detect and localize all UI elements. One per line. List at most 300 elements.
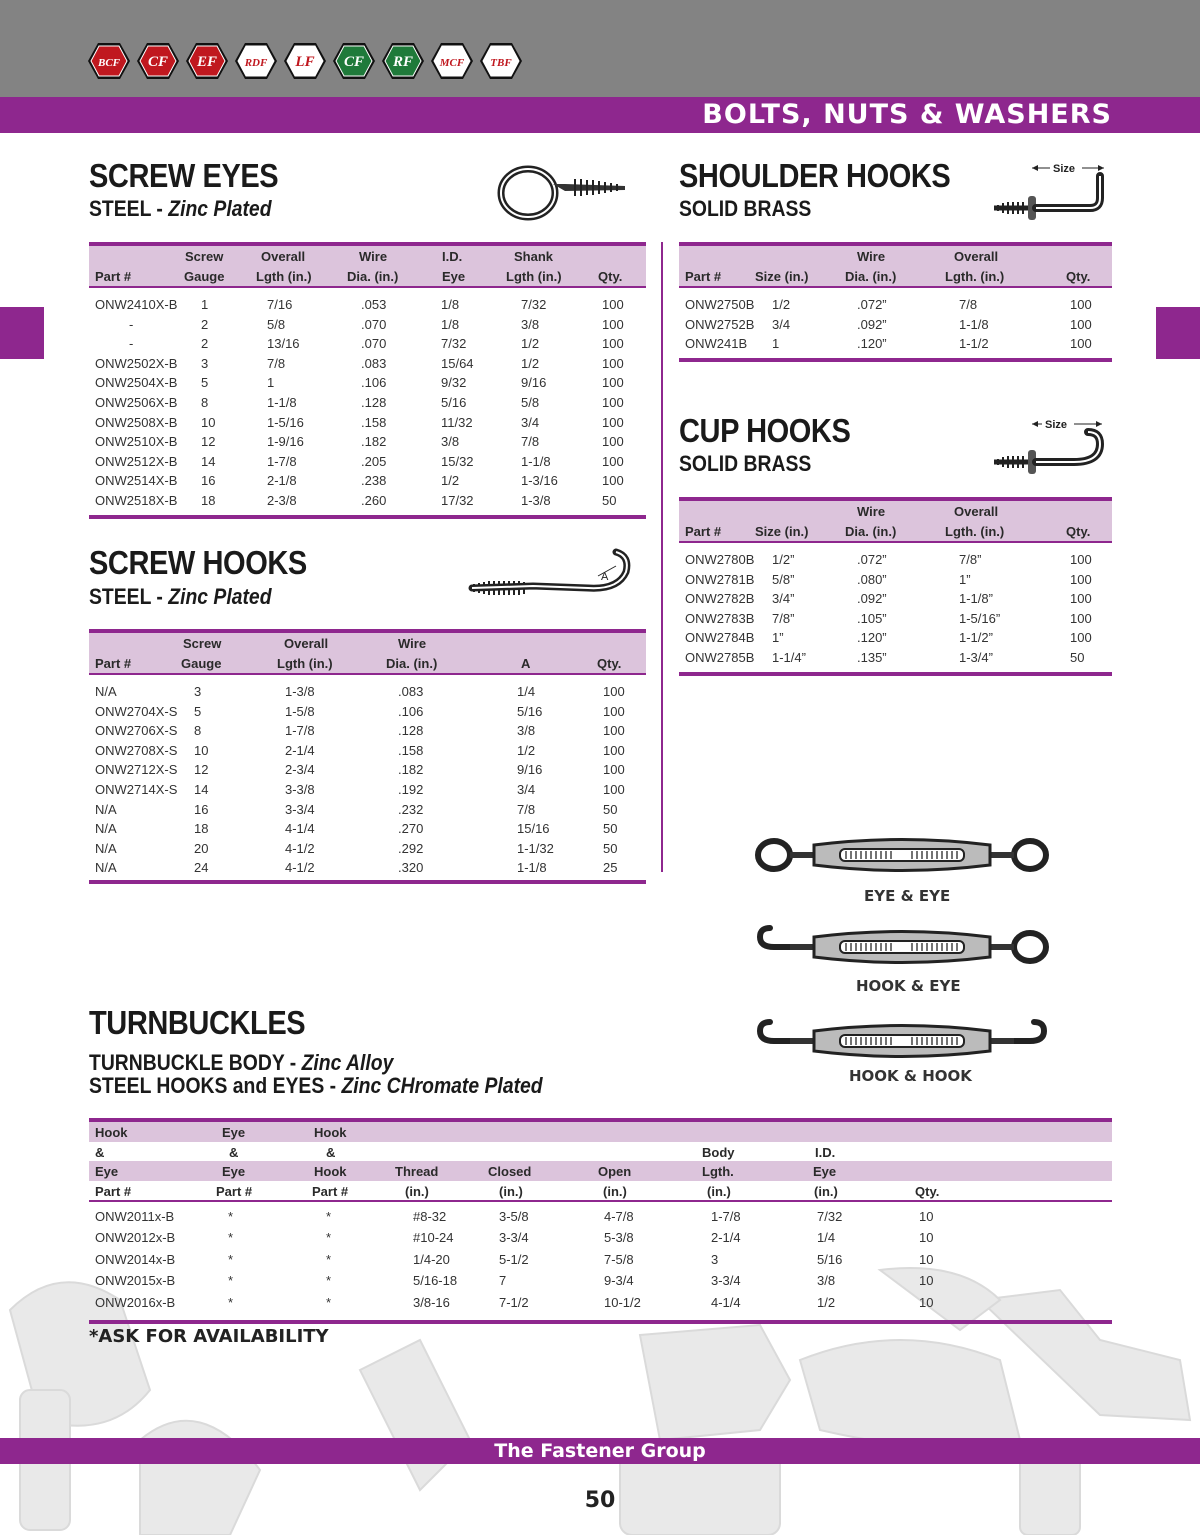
eye-eye-caption: EYE & EYE (864, 887, 951, 905)
table-row (89, 1293, 1112, 1314)
ef-logo-icon (184, 40, 230, 82)
table-cell: 1-1/2” (959, 630, 993, 646)
table-row (89, 393, 646, 413)
table-cell: ONW2785B (685, 649, 755, 665)
table-cell: 10 (194, 742, 209, 758)
table-cell: 7/32 (521, 297, 547, 312)
table-cell: .182 (361, 434, 387, 450)
table-cell: 1/4 (817, 1230, 836, 1246)
table-cell: .292 (398, 840, 424, 856)
screw-eyes-material: STEEL - Zinc Plated (89, 196, 272, 221)
turnbuckles-table: Hook Eye Hook & & & Body I.D. Eye Eye Hook Thread Closed Open Lgth. Eye Part # Part # Part # (in.) (in.) (in.) (in.) (in.) Qty. ONW2011x-B * * #8-32 3-5/8 4-7/8 1-7/8 7/32 10 ONW2012x-B * * #10-24 3-3/4 5-3/8 2-1/4 1/4 10 ONW2014x-B * * 1/4-20 5-1/2 7-5/8 3 5/16 10 ONW2015x-B * * 5/16-18 7 9-3/4 3-3/4 3/8 10 ONW2016x-B * * 3/8-16 7-1/2 10-1/2 4-1/4 1/2 10 (89, 1118, 1112, 1324)
table-cell: 3 (201, 355, 209, 371)
table-cell: 1-7/8 (285, 723, 315, 739)
table-cell: * (326, 1209, 332, 1224)
table-row (89, 295, 646, 315)
table-cell: ONW2784B (685, 630, 755, 646)
table-cell: 7/8 (521, 434, 540, 450)
table-cell: 50 (602, 492, 617, 508)
cf-green-logo-icon (331, 40, 377, 82)
table-cell: .106 (361, 375, 387, 391)
table-cell: 5/16 (817, 1251, 843, 1267)
table-cell: 4-1/4 (711, 1294, 741, 1310)
table-cell: 9-3/4 (604, 1273, 634, 1289)
svg-text:BCF: BCF (97, 57, 121, 69)
table-row (89, 780, 646, 800)
table-cell: 2-1/4 (285, 742, 315, 758)
table-cell: .135” (857, 649, 887, 665)
table-cell: .070 (361, 336, 387, 352)
table-cell: 7/8” (772, 610, 795, 626)
category-title: BOLTS, NUTS & WASHERS (702, 99, 1112, 130)
table-cell: * (228, 1273, 234, 1289)
cup-hooks-material: SOLID BRASS (679, 451, 812, 476)
table-cell: #8-32 (413, 1209, 447, 1224)
shoulder-hook-icon (992, 158, 1112, 228)
table-cell: 5-1/2 (499, 1251, 529, 1267)
hook-hook-caption: HOOK & HOOK (849, 1067, 972, 1085)
table-cell: 2-1/4 (711, 1230, 741, 1246)
table-cell: 100 (603, 723, 625, 739)
table-cell: 100 (602, 473, 624, 489)
table-cell: 1-1/8” (959, 591, 993, 607)
table-cell: .320 (398, 860, 424, 876)
table-cell: 100 (1070, 552, 1092, 567)
table-cell: ONW2015x-B (95, 1273, 176, 1289)
table-cell: 100 (602, 355, 624, 371)
table-cell: * (326, 1230, 332, 1246)
table-cell: .120” (857, 336, 887, 352)
table-cell: 1/2 (517, 742, 536, 758)
rf-logo-icon (380, 40, 426, 82)
table-cell: 100 (602, 297, 624, 312)
svg-text:CF: CF (343, 54, 365, 70)
category-band (0, 97, 1200, 133)
table-cell: 5/8 (521, 394, 540, 410)
svg-text:Size: Size (1053, 163, 1076, 175)
svg-text:EF: EF (196, 54, 218, 70)
table-cell: 18 (201, 492, 216, 508)
table-cell: 10 (919, 1251, 934, 1267)
table-cell: 100 (1070, 571, 1092, 587)
table-row (89, 315, 646, 335)
table-cell: 3-3/4 (711, 1273, 741, 1289)
table-row (679, 334, 1112, 354)
table-cell: 3/8 (517, 723, 536, 739)
table-cell: 5/16-18 (413, 1273, 458, 1289)
table-cell: 1/2 (772, 297, 791, 312)
table-cell: 1/8 (441, 297, 460, 312)
table-cell: #10-24 (413, 1230, 454, 1246)
table-cell: ONW2514X-B (95, 473, 178, 489)
footer-band (0, 1438, 1200, 1464)
table-cell: 10 (919, 1273, 934, 1289)
table-row (89, 800, 646, 820)
table-cell: * (228, 1230, 234, 1246)
company-name: The Fastener Group (494, 1440, 706, 1462)
table-cell: * (228, 1251, 234, 1267)
table-cell: 10-1/2 (604, 1294, 641, 1310)
table-row (89, 1250, 1112, 1271)
table-cell: 100 (602, 336, 624, 352)
table-cell: 50 (603, 801, 618, 817)
table-cell: ONW2410X-B (95, 297, 178, 312)
table-cell: * (326, 1273, 332, 1289)
table-cell: 14 (201, 453, 216, 469)
table-row (89, 839, 646, 859)
column-divider (661, 242, 663, 872)
bcf-logo-icon (86, 40, 132, 82)
table-cell: ONW2016x-B (95, 1294, 176, 1310)
table-cell: 100 (602, 453, 624, 469)
turnbuckle-body-material: TURNBUCKLE BODY - Zinc Alloy (89, 1050, 394, 1075)
table-cell: ONW2708X-S (95, 742, 178, 758)
table-cell: 1-1/4” (772, 649, 806, 665)
table-cell: 1/2” (772, 552, 795, 567)
table-cell: .182 (398, 762, 424, 778)
table-cell: 3/4 (521, 414, 540, 430)
table-cell: ONW2012x-B (95, 1230, 176, 1246)
table-cell: 3/8 (521, 316, 540, 332)
table-cell: 7 (499, 1273, 507, 1289)
svg-text:TBF: TBF (490, 57, 512, 69)
table-cell: 3/8-16 (413, 1294, 450, 1310)
table-cell: ONW2782B (685, 591, 755, 607)
table-cell: 1/8 (441, 316, 460, 332)
table-cell: 5 (201, 375, 209, 391)
table-cell: 15/16 (517, 821, 550, 837)
table-cell: .260 (361, 492, 387, 508)
table-cell: 4-1/2 (285, 860, 315, 876)
table-cell: 1-1/8 (517, 860, 547, 876)
table-cell: 2-1/8 (267, 473, 297, 489)
table-cell: .120” (857, 630, 887, 646)
table-row (89, 1228, 1112, 1249)
table-cell: 5/8 (267, 316, 286, 332)
table-cell: 3 (194, 684, 202, 699)
table-cell: 4-1/2 (285, 840, 315, 856)
svg-text:Size: Size (1045, 419, 1068, 431)
table-cell: 100 (1070, 316, 1092, 332)
table-cell: 1 (267, 375, 275, 391)
table-cell: 50 (1070, 649, 1085, 665)
table-cell: 1/2 (441, 473, 460, 489)
table-cell: 1-3/8 (521, 492, 551, 508)
table-cell: ONW2781B (685, 571, 755, 587)
table-cell: 15/32 (441, 453, 474, 469)
hook-eye-caption: HOOK & EYE (856, 977, 961, 995)
table-cell: 9/16 (521, 375, 547, 391)
tbf-logo-icon (478, 40, 524, 82)
table-cell: 16 (194, 801, 209, 817)
table-row (89, 452, 646, 472)
table-row (679, 315, 1112, 335)
table-row (89, 741, 646, 761)
table-cell: ONW2704X-S (95, 703, 178, 719)
table-row (89, 1207, 1112, 1228)
shoulder-hooks-table: Wire Overall Part # Size (in.) Dia. (in.) Lgth. (in.) Qty. ONW2750B 1/2 .072” 7/8 100 ONW2752B 3/4 .092” 1-1/8 100 ONW241B 1 .120” 1-1/2 100 (679, 242, 1112, 362)
table-cell: 17/32 (441, 492, 474, 508)
turnbuckles-title: TURNBUCKLES (89, 1004, 306, 1041)
table-cell: 3-3/8 (285, 781, 315, 797)
table-cell: 3-5/8 (499, 1209, 529, 1224)
table-row (89, 1271, 1112, 1292)
table-cell: 100 (1070, 591, 1092, 607)
table-cell: 7-5/8 (604, 1251, 634, 1267)
svg-text:CF: CF (147, 54, 169, 70)
table-cell: 7/8 (267, 355, 286, 371)
table-cell: 100 (602, 316, 624, 332)
table-cell: 1-3/8 (285, 684, 315, 699)
table-cell: 7/32 (817, 1209, 843, 1224)
page-number: 50 (584, 1488, 616, 1513)
table-cell: 7/8” (959, 552, 982, 567)
table-cell: N/A (95, 684, 117, 699)
table-cell: 12 (201, 434, 216, 450)
cup-hooks-title: CUP HOOKS (679, 412, 851, 449)
table-cell: ONW2783B (685, 610, 755, 626)
svg-text:LF: LF (295, 54, 315, 70)
table-cell: N/A (95, 860, 117, 876)
table-row (679, 295, 1112, 315)
shoulder-hooks-title: SHOULDER HOOKS (679, 157, 951, 194)
table-cell: .092” (857, 316, 887, 332)
table-cell: 5 (194, 703, 202, 719)
table-cell: 8 (194, 723, 202, 739)
svg-text:RDF: RDF (244, 57, 268, 69)
table-cell: 1-3/4” (959, 649, 993, 665)
table-cell: 100 (602, 414, 624, 430)
table-cell: 1-1/8 (521, 453, 551, 469)
table-cell: * (228, 1209, 234, 1224)
table-cell: ONW241B (685, 336, 748, 352)
table-cell: .205 (361, 453, 387, 469)
table-cell: 10 (919, 1230, 934, 1246)
table-cell: .128 (398, 723, 424, 739)
table-cell: 9/32 (441, 375, 467, 391)
table-cell: 3-3/4 (285, 801, 315, 817)
table-cell: .232 (398, 801, 424, 817)
table-cell: .238 (361, 473, 387, 489)
table-cell: - (129, 316, 134, 332)
brand-logos (86, 40, 524, 82)
table-cell: .083 (361, 355, 387, 371)
table-cell: * (228, 1294, 234, 1310)
table-cell: 20 (194, 840, 209, 856)
table-cell: .072” (857, 552, 887, 567)
table-row (89, 858, 646, 878)
table-cell: 4-1/4 (285, 821, 315, 837)
table-row (679, 570, 1112, 590)
table-cell: ONW2011x-B (95, 1209, 175, 1224)
availability-note: *ASK FOR AVAILABILITY (89, 1326, 329, 1347)
table-row (679, 550, 1112, 570)
table-cell: 1-1/8 (267, 394, 297, 410)
table-cell: 1/2 (817, 1294, 836, 1310)
table-cell: ONW2504X-B (95, 375, 178, 391)
table-cell: 100 (603, 703, 625, 719)
table-cell: 3/4” (772, 591, 795, 607)
table-cell: ONW2508X-B (95, 414, 178, 430)
table-cell: 3/8 (817, 1273, 836, 1289)
turnbuckle-eye-eye-icon (752, 830, 1052, 880)
table-cell: 50 (603, 840, 618, 856)
table-cell: 4-7/8 (604, 1209, 634, 1224)
turnbuckle-hook-hook-icon (752, 1016, 1052, 1066)
table-cell: .192 (398, 781, 424, 797)
table-cell: .270 (398, 821, 424, 837)
table-cell: 18 (194, 821, 209, 837)
table-cell: 100 (1070, 610, 1092, 626)
table-row (89, 432, 646, 452)
table-cell: ONW2706X-S (95, 723, 178, 739)
table-cell: 5/16 (517, 703, 543, 719)
table-cell: * (326, 1251, 332, 1267)
table-cell: 3/8 (441, 434, 460, 450)
table-row (89, 760, 646, 780)
table-cell: 100 (602, 394, 624, 410)
table-cell: ONW2014x-B (95, 1251, 176, 1267)
table-cell: .083 (398, 684, 424, 699)
table-cell: .053 (361, 297, 387, 312)
table-cell: .092” (857, 591, 887, 607)
table-cell: 1-1/2 (959, 336, 989, 352)
screw-hooks-table: Screw Overall Wire Part # Gauge Lgth (in.) Dia. (in.) A Qty. N/A 3 1-3/8 .083 1/4 100 ONW2704X-S 5 1-5/8 .106 5/16 100 ONW2706X-S 8 1-7/8 .128 3/8 100 ONW2708X-S 10 2-1/4 .158 1/2 100 ONW2712X-S 12 2-3/4 .182 9/16 100 ONW2714X-S 14 3-3/8 .192 3/4 100 N/A 16 3-3/4 .232 7/8 50 N/A 18 4-1/4 .270 15/16 50 N/A 20 4-1/2 .292 1-1/32 50 N/A 24 4-1/2 .320 1-1/8 25 (89, 629, 646, 884)
table-cell: .072” (857, 297, 887, 312)
right-page-tab (1156, 307, 1200, 359)
table-cell: 11/32 (441, 414, 473, 430)
table-row (679, 648, 1112, 668)
table-cell: N/A (95, 840, 117, 856)
table-cell: 16 (201, 473, 216, 489)
svg-text:A: A (601, 571, 609, 583)
table-cell: 10 (201, 414, 216, 430)
table-cell: 3-3/4 (499, 1230, 529, 1246)
table-cell: 7/16 (267, 297, 293, 312)
lf-logo-icon (282, 40, 328, 82)
screw-eyes-table: Screw Overall Wire I.D. Shank Part # Gauge Lgth (in.) Dia. (in.) Eye Lgth (in.) Qty. ONW2410X-B 1 7/16 .053 1/8 7/32 100 - 2 5/8 .070 1/8 3/8 100 - 2 13/16 .070 7/32 1/2 100 ONW2502X-B 3 7/8 .083 15/64 1/2 100 ONW2504X-B 5 1 .106 9/32 9/16 100 ONW2506X-B 8 1-1/8 .128 5/16 5/8 100 ONW2508X-B 10 1-5/16 .158 11/32 3/4 100 ONW2510X-B 12 1-9/16 .182 3/8 7/8 100 ONW2512X-B 14 1-7/8 .205 15/32 1-1/8 100 ONW2514X-B 16 2-1/8 .238 1/2 1-3/16 100 ONW2518X-B 18 2-3/8 .260 17/32 1-3/8 50 (89, 242, 646, 519)
table-cell: 1-5/16” (959, 610, 1001, 626)
table-cell: 100 (603, 781, 625, 797)
table-row (89, 702, 646, 722)
turnbuckle-hooks-material: STEEL HOOKS and EYES - Zinc CHromate Plated (89, 1073, 543, 1098)
table-cell: .105” (857, 610, 887, 626)
table-cell: 1-1/32 (517, 840, 554, 856)
table-cell: 3 (711, 1251, 719, 1267)
table-cell: 2-3/8 (267, 492, 297, 508)
table-cell: 9/16 (517, 762, 543, 778)
table-cell: .106 (398, 703, 424, 719)
screw-hooks-material: STEEL - Zinc Plated (89, 584, 272, 609)
table-cell: ONW2714X-S (95, 781, 178, 797)
table-row (89, 373, 646, 393)
table-cell: 5/8” (772, 571, 795, 587)
table-cell: 1-3/16 (521, 473, 558, 489)
screw-eyes-title: SCREW EYES (89, 157, 279, 194)
table-cell: 100 (602, 434, 624, 450)
table-cell: .158 (398, 742, 424, 758)
table-cell: 1 (201, 297, 209, 312)
table-cell: ONW2510X-B (95, 434, 178, 450)
table-cell: .128 (361, 394, 387, 410)
table-row (89, 413, 646, 433)
table-row (89, 471, 646, 491)
table-cell: ONW2502X-B (95, 355, 178, 371)
table-cell: - (129, 336, 134, 352)
mcf-logo-icon (429, 40, 475, 82)
table-row (89, 354, 646, 374)
table-row (89, 682, 646, 702)
table-cell: 100 (603, 684, 625, 699)
table-cell: 1-7/8 (267, 453, 297, 469)
table-cell: 12 (194, 762, 209, 778)
table-cell: 7/8 (517, 801, 536, 817)
table-cell: ONW2750B (685, 297, 755, 312)
table-cell: 1-5/8 (285, 703, 315, 719)
left-page-tab (0, 307, 44, 359)
table-cell: 1-7/8 (711, 1209, 741, 1224)
table-cell: 7/8 (959, 297, 978, 312)
table-cell: N/A (95, 801, 117, 817)
shoulder-hooks-material: SOLID BRASS (679, 196, 812, 221)
table-cell: 100 (1070, 297, 1092, 312)
table-cell: 7/32 (441, 336, 467, 352)
table-cell: 13/16 (267, 336, 300, 352)
table-row (679, 589, 1112, 609)
table-cell: 14 (194, 781, 209, 797)
table-cell: .158 (361, 414, 387, 430)
table-cell: .080” (857, 571, 887, 587)
turnbuckle-hook-eye-icon (752, 922, 1052, 972)
table-cell: 10 (919, 1294, 934, 1310)
table-cell: 1-1/8 (959, 316, 989, 332)
table-row (679, 609, 1112, 629)
table-cell: ONW2752B (685, 316, 755, 332)
table-cell: 1/2 (521, 336, 540, 352)
table-cell: 50 (603, 821, 618, 837)
svg-text:RF: RF (392, 54, 414, 70)
table-cell: 100 (602, 375, 624, 391)
table-row (89, 721, 646, 741)
table-cell: ONW2712X-S (95, 762, 178, 778)
table-cell: 25 (603, 860, 618, 876)
table-cell: 5/16 (441, 394, 467, 410)
table-cell: 1” (959, 571, 971, 587)
table-cell: .070 (361, 316, 387, 332)
table-cell: 1/4-20 (413, 1251, 450, 1267)
table-cell: 1” (772, 630, 784, 646)
table-cell: N/A (95, 821, 117, 837)
table-cell: 3/4 (517, 781, 536, 797)
table-cell: 100 (603, 742, 625, 758)
table-cell: ONW2518X-B (95, 492, 178, 508)
table-cell: 1/4 (517, 684, 536, 699)
table-cell: 2 (201, 336, 209, 352)
table-cell: ONW2512X-B (95, 453, 178, 469)
table-cell: 100 (603, 762, 625, 778)
cup-hook-icon (992, 414, 1112, 484)
table-cell: 15/64 (441, 355, 474, 371)
table-cell: 1 (772, 336, 780, 352)
screw-hooks-title: SCREW HOOKS (89, 544, 307, 581)
table-row (679, 628, 1112, 648)
table-cell: * (326, 1294, 332, 1310)
table-cell: 8 (201, 394, 209, 410)
screw-hook-icon (468, 548, 638, 618)
rdf-logo-icon (233, 40, 279, 82)
svg-text:MCF: MCF (439, 57, 465, 69)
table-cell: 1-9/16 (267, 434, 304, 450)
